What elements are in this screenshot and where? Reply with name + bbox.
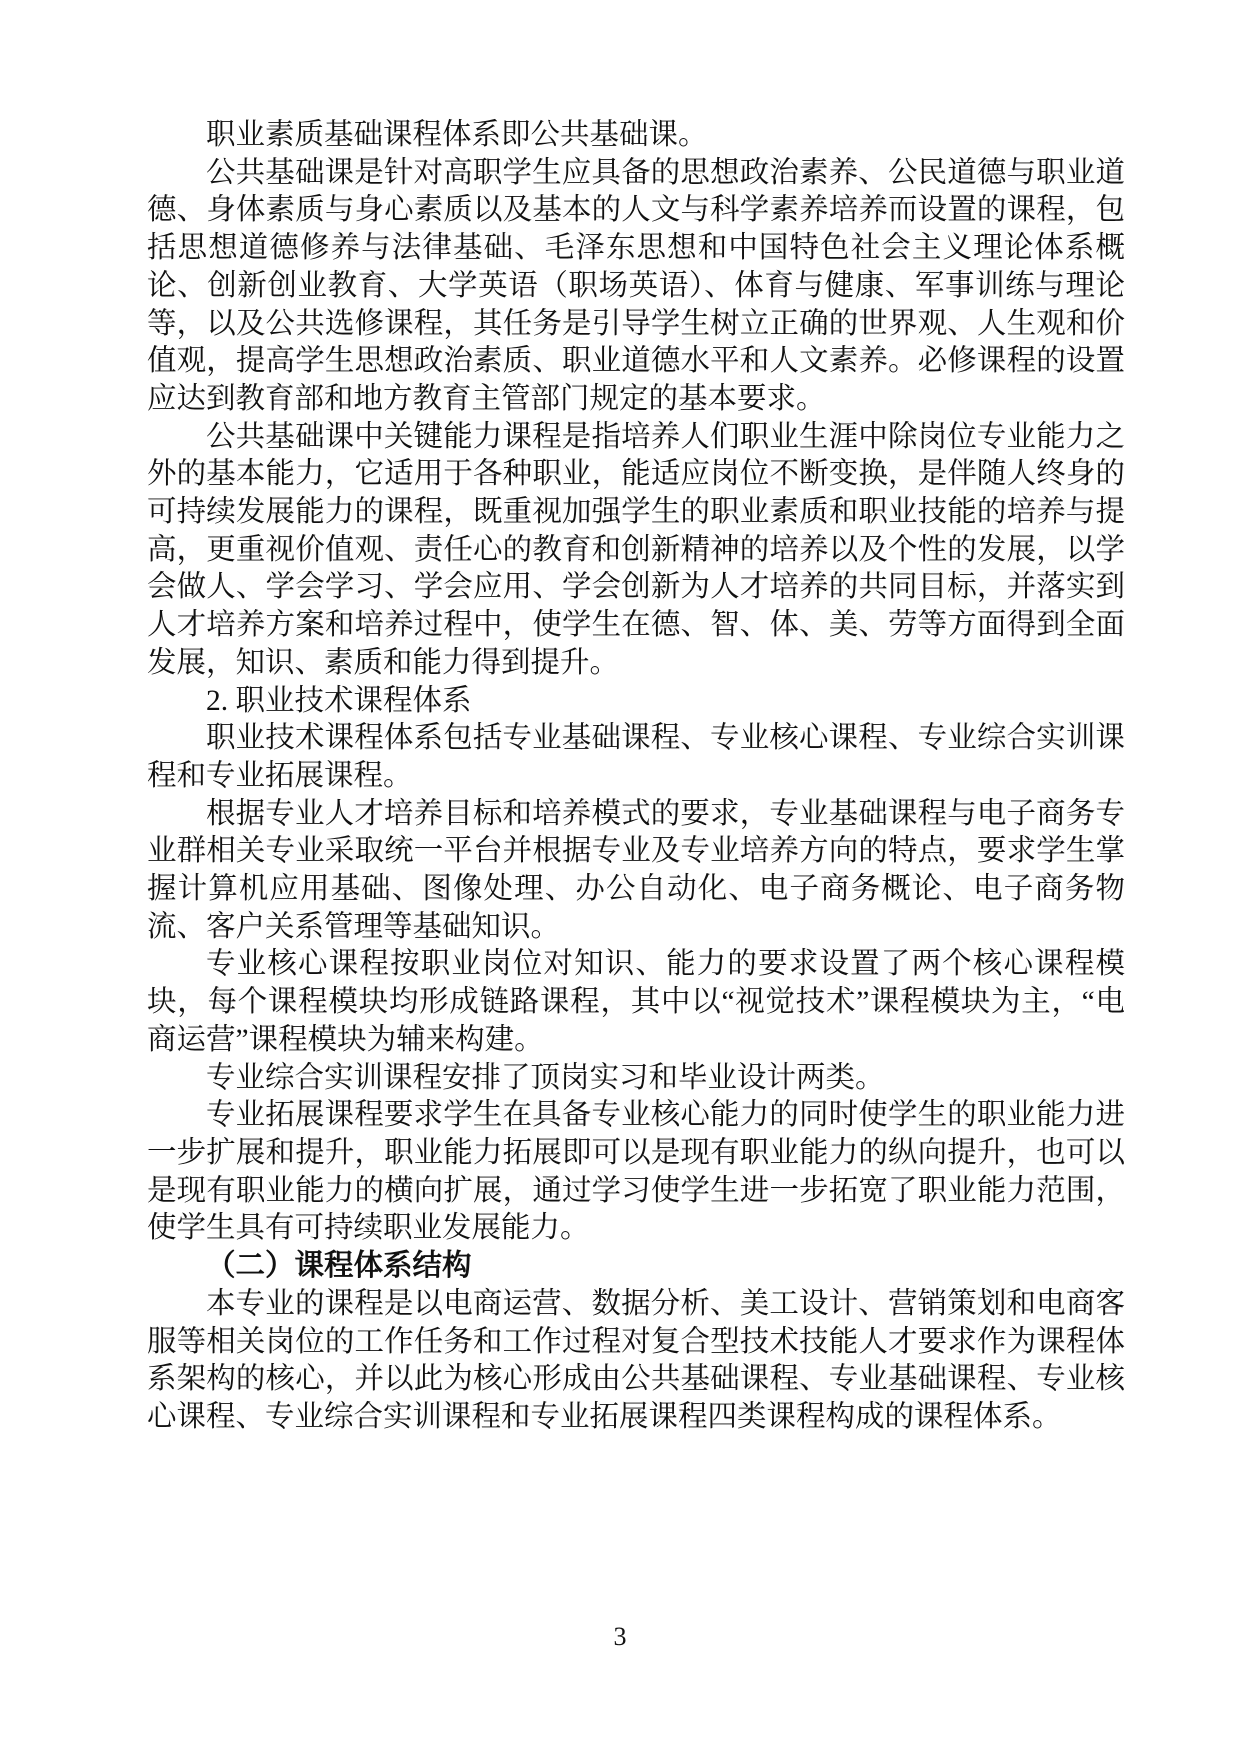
section-heading: （二）课程体系结构 xyxy=(206,1250,472,1283)
document-body xyxy=(147,117,1125,1437)
paragraph: 公共基础课是针对高职学生应具备的思想政治素养、公民道德与职业道德、身体素质与身心素质以及基本的人文与科学素养培养而设置的课程，包括思想道德修养与法律基础、毛泽东思想和中国特色社会主义理论体系概论、创新创业教育、大学英语（职场英语）、体育与健康、军事训练与理论等，以及公共选修课程，其任务是引导学生树立正确的世界观、人生观和价值观，提高学生思想政治素质、职业道德水平和人文素养。必修课程的设置应达到教育部和地方教育主管部门规定的基本要求。 xyxy=(147,156,1125,415)
paragraph: 职业技术课程体系包括专业基础课程、专业核心课程、专业综合实训课程和专业拓展课程。 xyxy=(147,722,1125,792)
paragraph: 公共基础课中关键能力课程是指培养人们职业生涯中除岗位专业能力之外的基本能力，它适用于各种职业，能适应岗位不断变换，是伴随人终身的可持续发展能力的课程，既重视加强学生的职业素质和职业技能的培养与提高，更重视价值观、责任心的教育和创新精神的培养以及个性的发展，以学会做人、学会学习、学会应用、学会创新为人才培养的共同目标，并落实到人才培养方案和培养过程中，使学生在德、智、体、美、劳等方面得到全面发展，知识、素质和能力得到提升。 xyxy=(147,420,1125,679)
paragraph: 专业拓展课程要求学生在具备专业核心能力的同时使学生的职业能力进一步扩展和提升，职业能力拓展即可以是现有职业能力的纵向提升，也可以是现有职业能力的横向扩展，通过学习使学生进一步拓宽了职业能力范围，使学生具有可持续职业发展能力。 xyxy=(147,1099,1125,1245)
paragraph: 专业核心课程按职业岗位对知识、能力的要求设置了两个核心课程模块，每个课程模块均形成链路课程，其中以“视觉技术”课程模块为主，“电商运营”课程模块为辅来构建。 xyxy=(147,948,1125,1056)
paragraph: 根据专业人才培养目标和培养模式的要求，专业基础课程与电子商务专业群相关专业采取统一平台并根据专业及专业培养方向的特点，要求学生掌握计算机应用基础、图像处理、办公自动化、电子商务概论、电子商务物流、客户关系管理等基础知识。 xyxy=(147,797,1125,943)
page-number: 3 xyxy=(613,1622,627,1651)
numbered-subheading: 2. 职业技术课程体系 xyxy=(206,684,472,717)
paragraph: 专业综合实训课程安排了顶岗实习和毕业设计两类。 xyxy=(206,1061,885,1094)
paragraph: 本专业的课程是以电商运营、数据分析、美工设计、营销策划和电商客服等相关岗位的工作任务和工作过程对复合型技术技能人才要求作为课程体系架构的核心，并以此为核心形成由公共基础课程、专业基础课程、专业核心课程、专业综合实训课程和专业拓展课程四类课程构成的课程体系。 xyxy=(147,1287,1125,1433)
paragraph: 职业素质基础课程体系即公共基础课。 xyxy=(206,119,708,151)
